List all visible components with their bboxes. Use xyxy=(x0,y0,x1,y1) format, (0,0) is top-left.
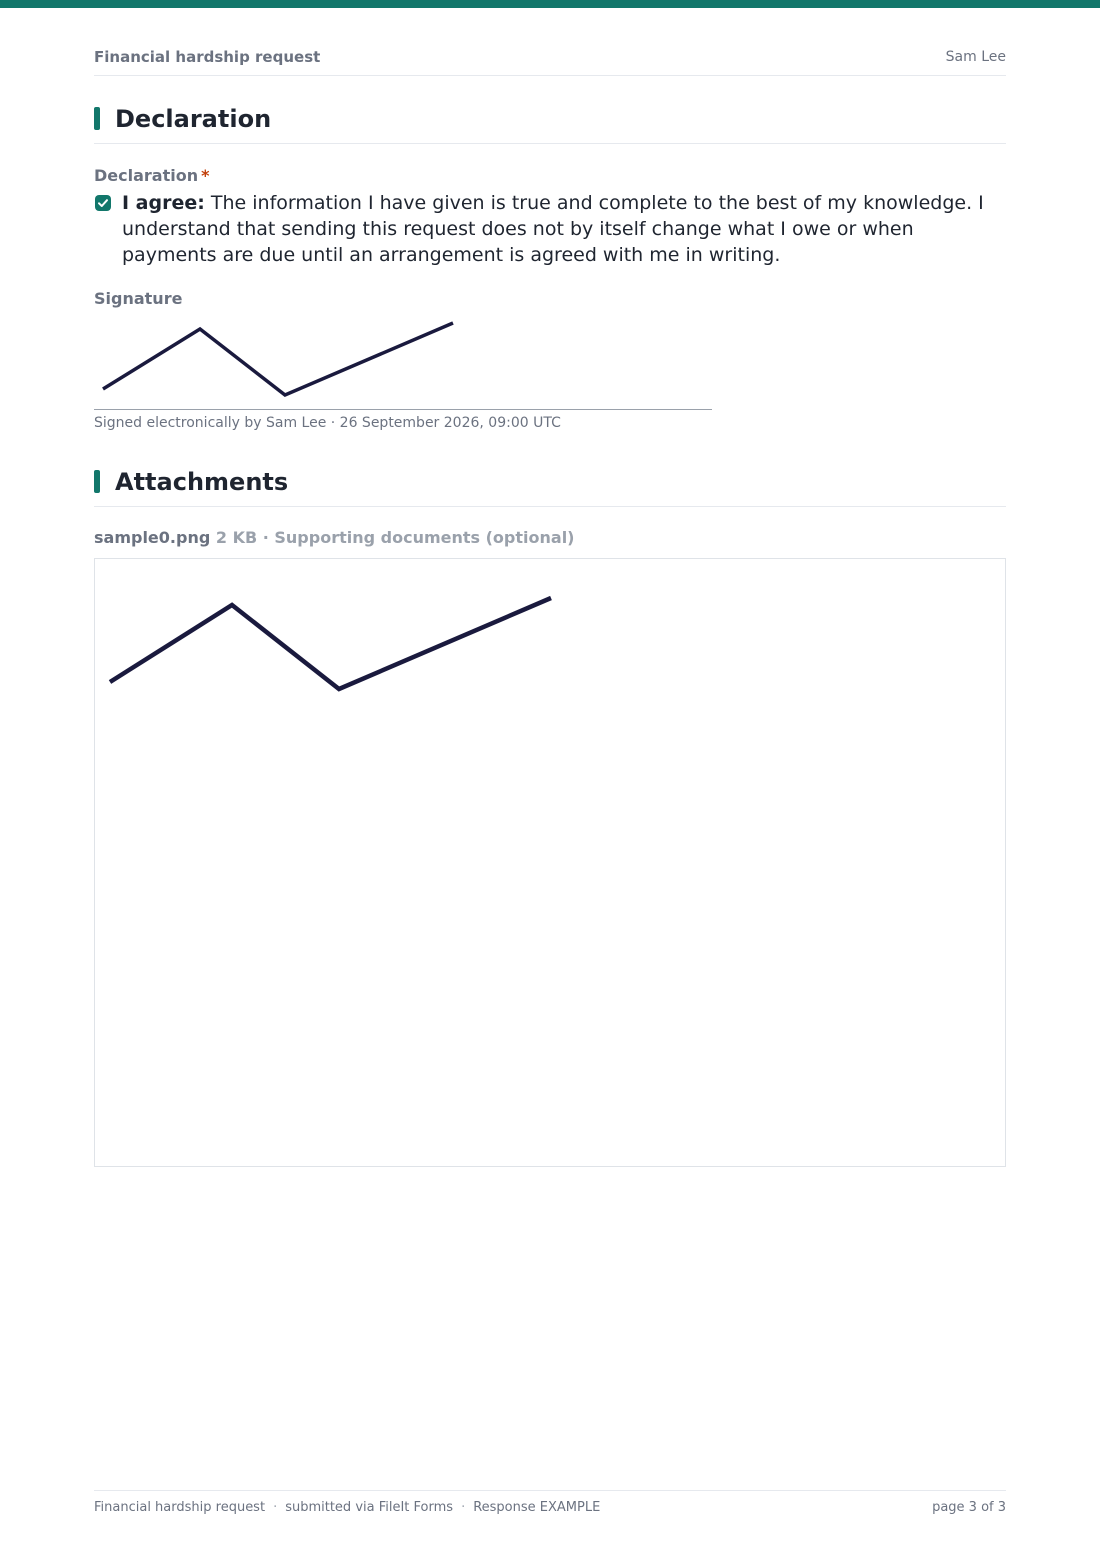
field-label-text: Declaration xyxy=(94,166,199,185)
footer-submitted-via: submitted via FileIt Forms xyxy=(285,1500,454,1515)
signature-caption: Signed electronically by Sam Lee · 26 September 2026, 09:00 UTC xyxy=(94,415,561,431)
footer-separator: · xyxy=(461,1500,466,1515)
signature-label: Signature xyxy=(94,289,183,308)
footer-form-title: Financial hardship request xyxy=(94,1500,266,1515)
agree-checkbox[interactable] xyxy=(95,195,111,211)
attachment-file-meta: 2 KB · Supporting documents (optional) xyxy=(215,528,575,547)
signature-drawing xyxy=(94,313,712,410)
header-form-title: Financial hardship request xyxy=(94,48,321,66)
checkmark-icon xyxy=(95,195,111,211)
attachment-label xyxy=(94,529,574,547)
section-accent-bar xyxy=(94,470,100,493)
agree-label: I agree: xyxy=(122,192,205,214)
attachment-preview xyxy=(94,558,1006,1167)
signature-box xyxy=(94,313,712,410)
attachment-file-name[interactable]: sample0.png xyxy=(94,528,211,547)
required-marker: * xyxy=(201,166,210,185)
page-footer xyxy=(94,1490,1006,1515)
declaration-field-label xyxy=(94,167,209,185)
attachments-section-heading xyxy=(94,470,1006,507)
attachment-image xyxy=(95,559,1005,1166)
section-accent-bar xyxy=(94,107,100,130)
document-page xyxy=(94,0,1006,1556)
footer-page-number: page 3 of 3 xyxy=(932,1500,1006,1515)
header-applicant-name: Sam Lee xyxy=(945,49,1006,65)
declaration-statement: The information I have given is true and complete to the best of my knowledge. I understand that sending this request does not by itself change what I owe or when payments are due until an arrangement is agreed with me in writing. xyxy=(122,192,984,266)
footer-response-id: Response EXAMPLE xyxy=(473,1500,601,1515)
footer-left xyxy=(94,1500,600,1515)
running-header xyxy=(94,49,1006,76)
declaration-section-heading xyxy=(94,107,1006,144)
footer-separator: · xyxy=(273,1500,278,1515)
section-title: Declaration xyxy=(115,105,272,133)
consent-text xyxy=(122,190,1006,268)
section-title: Attachments xyxy=(115,468,289,496)
